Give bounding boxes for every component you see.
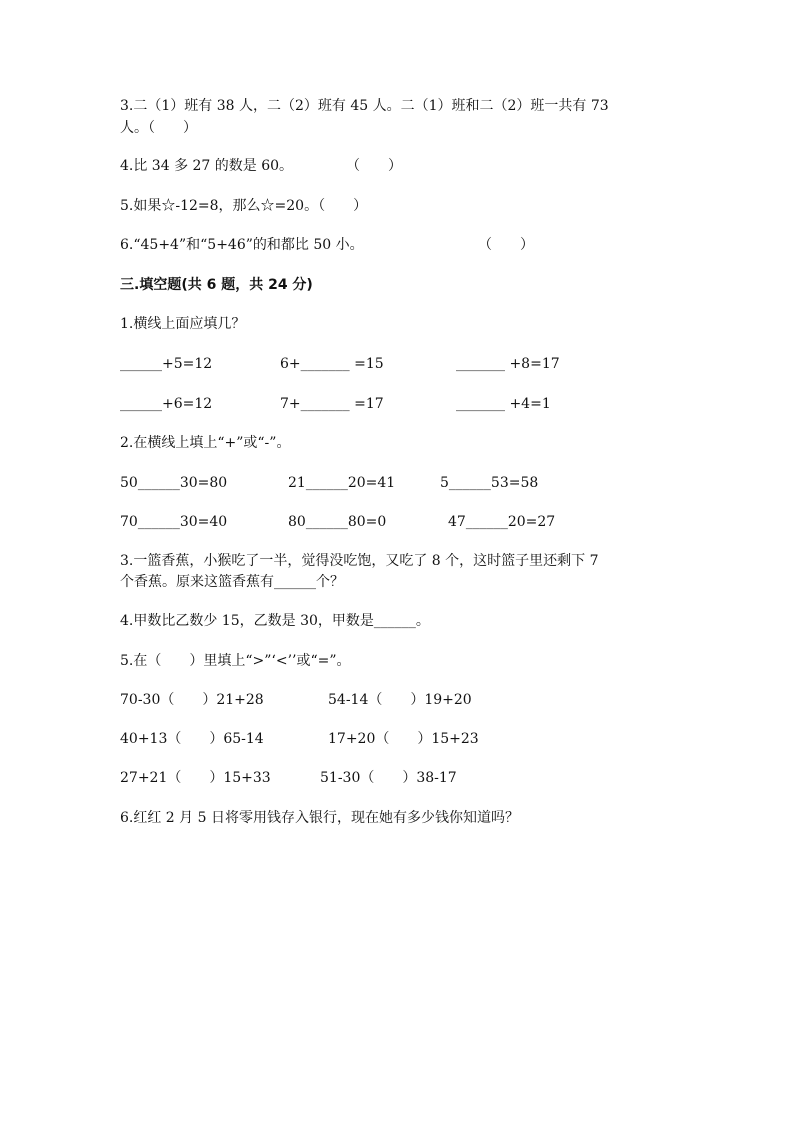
fill-q5-cell: 27+21（ ）15+33 [120, 770, 271, 786]
judge-q3-line2: 人。（ ） [120, 120, 197, 136]
fill-q2-title: 2.在横线上填上“+”或“-”。 [120, 435, 291, 451]
section-title: 三.填空题(共 6 题，共 24 分) [120, 277, 313, 293]
fill-q1-cell: 6+_______ =15 [280, 356, 384, 372]
fill-q5-cell: 17+20（ ）15+23 [328, 731, 479, 747]
judge-q5: 5.如果☆-12=8，那么☆=20。（ ） [120, 198, 368, 214]
fill-q1-cell: ______+6=12 [120, 396, 213, 412]
fill-q3-line2: 个香蕉。原来这篮香蕉有______个？ [120, 574, 344, 590]
fill-q2-cell: 21______20=41 [288, 475, 396, 491]
fill-q2-cell: 70______30=40 [120, 514, 228, 530]
fill-q5-cell: 54-14（ ）19+20 [328, 692, 472, 708]
judge-q6-paren: （ ） [478, 237, 534, 253]
fill-q2-cell: 47______20=27 [448, 514, 556, 530]
fill-q1-title: 1.横线上面应填几？ [120, 316, 246, 332]
fill-q2-cell: 50______30=80 [120, 475, 228, 491]
fill-q4: 4.甲数比乙数少 15，乙数是 30，甲数是______。 [120, 613, 430, 629]
judge-q6: 6.“45+4”和“5+46”的和都比 50 小。 [120, 237, 364, 253]
fill-q1-cell: _______ +4=1 [456, 396, 551, 412]
judge-q4-paren: （ ） [346, 158, 402, 174]
fill-q1-cell: 7+_______ =17 [280, 396, 384, 412]
fill-q6: 6.红红 2 月 5 日将零用钱存入银行，现在她有多少钱你知道吗？ [120, 810, 519, 826]
fill-q5-cell: 51-30（ ）38-17 [320, 770, 457, 786]
judge-q3-line1: 3.二（1）班有 38 人，二（2）班有 45 人。二（1）班和二（2）班一共有 73 [120, 98, 609, 114]
fill-q1-cell: ______+5=12 [120, 356, 213, 372]
judge-q4: 4.比 34 多 27 的数是 60。 [120, 158, 294, 174]
fill-q5-cell: 40+13（ ）65-14 [120, 731, 264, 747]
fill-q5-cell: 70-30（ ）21+28 [120, 692, 264, 708]
fill-q1-cell: _______ +8=17 [456, 356, 560, 372]
fill-q3-line1: 3.一篮香蕉，小猴吃了一半，觉得没吃饱，又吃了 8 个，这时篮子里还剩下 7 [120, 553, 599, 569]
fill-q5-title: 5.在（ ）里填上“>”‘<’’或“=”。 [120, 653, 351, 669]
fill-q2-cell: 5______53=58 [440, 475, 539, 491]
fill-q2-cell: 80______80=0 [288, 514, 387, 530]
